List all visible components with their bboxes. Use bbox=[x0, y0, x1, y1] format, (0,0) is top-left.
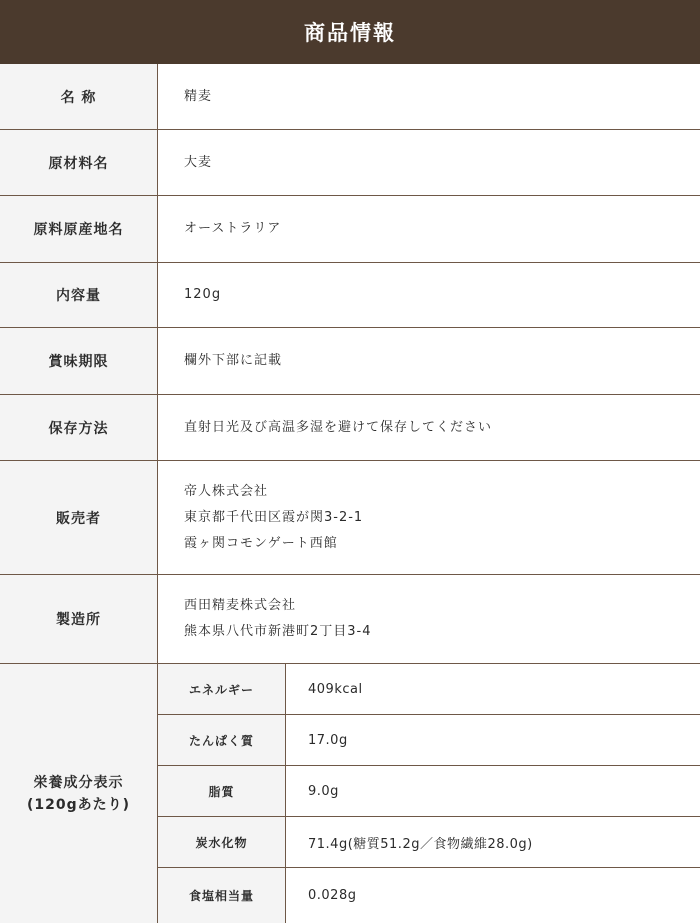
row-label: 賞味期限 bbox=[0, 328, 158, 394]
row-label: 原材料名 bbox=[0, 130, 158, 195]
nutrition-label bbox=[0, 664, 158, 923]
nutrition-value: 9.0g bbox=[308, 783, 339, 799]
row-content-amount bbox=[0, 263, 700, 328]
nutrition-name: エネルギー bbox=[158, 664, 286, 714]
nutrition-table bbox=[158, 664, 700, 923]
row-origin bbox=[0, 196, 700, 263]
row-storage bbox=[0, 395, 700, 461]
value-line: 熊本県八代市新港町2丁目3-4 bbox=[184, 624, 372, 639]
row-nutrition bbox=[0, 664, 700, 923]
row-value bbox=[158, 196, 700, 262]
value-line: 東京都千代田区霞が関3-2-1 bbox=[184, 509, 364, 525]
nutrition-item-fat bbox=[158, 766, 700, 817]
page-title: 商品情報 bbox=[304, 21, 396, 45]
nutrition-value: 409kcal bbox=[308, 681, 363, 697]
row-value bbox=[158, 395, 700, 460]
value-line: 帝人株式会社 bbox=[184, 483, 269, 499]
value-line: 精麦 bbox=[184, 88, 213, 104]
value-line: 欄外下部に記載 bbox=[184, 353, 283, 368]
nutrition-name: 食塩相当量 bbox=[158, 868, 286, 923]
value-line: 大麦 bbox=[184, 154, 213, 170]
row-ingredients bbox=[0, 130, 700, 196]
row-label: 保存方法 bbox=[0, 395, 158, 460]
row-seller bbox=[0, 461, 700, 575]
product-info-table bbox=[0, 64, 700, 923]
nutrition-item-carbohydrate bbox=[158, 817, 700, 868]
row-label: 販売者 bbox=[0, 461, 158, 574]
nutrition-item-salt bbox=[158, 868, 700, 923]
row-value bbox=[158, 64, 700, 129]
row-value bbox=[158, 461, 700, 574]
nutrition-label-title: 栄養成分表示 bbox=[33, 774, 124, 791]
nutrition-value: 17.0g bbox=[308, 732, 348, 748]
row-value bbox=[158, 575, 700, 663]
row-best-before bbox=[0, 328, 700, 395]
value-line: 直射日光及び高温多湿を避けて保存してください bbox=[184, 419, 493, 435]
row-value bbox=[158, 263, 700, 327]
row-value bbox=[158, 328, 700, 394]
row-label: 内容量 bbox=[0, 263, 158, 327]
nutrition-label-basis: (120gあたり) bbox=[26, 796, 131, 813]
nutrition-name: 脂質 bbox=[158, 766, 286, 816]
row-manufacturer bbox=[0, 575, 700, 664]
value-line: 西田精麦株式会社 bbox=[184, 598, 297, 613]
nutrition-value: 71.4g(糖質51.2g／食物繊維28.0g) bbox=[308, 836, 533, 852]
nutrition-item-energy bbox=[158, 664, 700, 715]
row-name bbox=[0, 64, 700, 130]
nutrition-name: たんぱく質 bbox=[158, 715, 286, 765]
value-line: 霞ヶ関コモンゲート西館 bbox=[184, 535, 338, 551]
row-label: 名 称 bbox=[0, 64, 158, 129]
row-value bbox=[158, 130, 700, 195]
row-label: 原料原産地名 bbox=[0, 196, 158, 262]
value-line: 120g bbox=[184, 287, 222, 302]
row-label: 製造所 bbox=[0, 575, 158, 663]
nutrition-value: 0.028g bbox=[308, 888, 357, 903]
value-line: オーストラリア bbox=[184, 221, 282, 236]
header-bar bbox=[0, 0, 700, 64]
nutrition-item-protein bbox=[158, 715, 700, 766]
nutrition-name: 炭水化物 bbox=[158, 817, 286, 867]
